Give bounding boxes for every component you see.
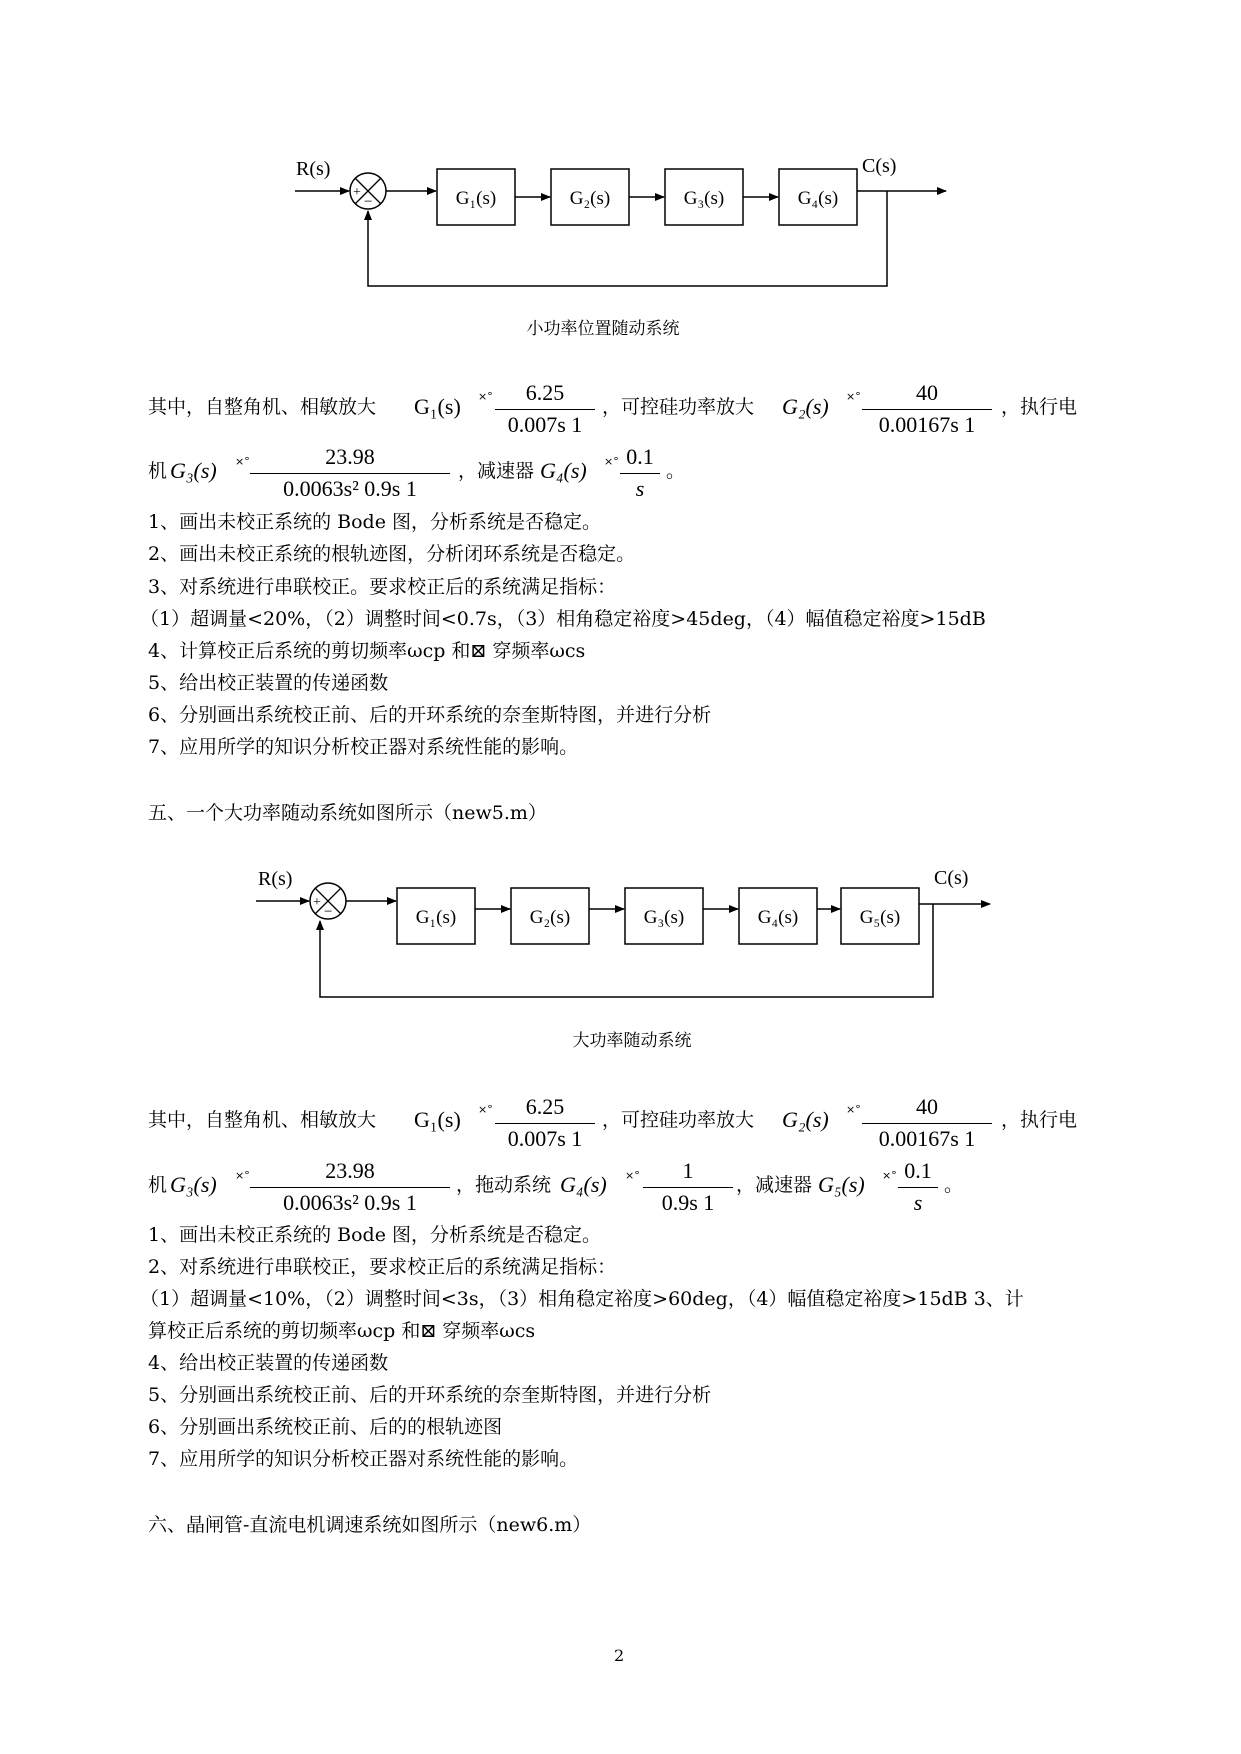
diagram1-caption: 小功率位置随动系统 [526, 319, 680, 338]
list1-item: 7、应用所学的知识分析校正器对系统性能的影响。 [148, 736, 579, 758]
block-g4-label: G₄(s) [757, 907, 799, 928]
block-g2-label: G₂(s) [569, 188, 611, 209]
para1-line1-mid: ，可控硅功率放大 [602, 396, 755, 418]
plus-sign: + [353, 185, 361, 200]
equals-symbol: ×° [478, 390, 493, 403]
list2-item: 1、画出未校正系统的 Bode 图，分析系统是否稳定。 [148, 1224, 601, 1246]
para2-g1-fraction [495, 1094, 595, 1152]
para2-g5-name: G₅(s) [818, 1172, 865, 1197]
g4-numerator: 0.1 [626, 444, 654, 469]
para2-line2-suffix: 。 [944, 1174, 964, 1196]
g3-denominator: 0.0063s² 0.9s 1 [283, 476, 417, 501]
equals-symbol: ×° [235, 455, 250, 468]
fraction-bar [495, 1123, 595, 1124]
equals-symbol: ×° [846, 390, 861, 403]
equals-symbol: ×° [625, 1169, 640, 1182]
g1-numerator: 6.25 [525, 1094, 565, 1119]
para2-g3-name: G₃(s) [170, 1172, 217, 1197]
block-g1-label: G₁(s) [455, 188, 497, 209]
list1-item: 2、画出未校正系统的根轨迹图，分析闭环系统是否稳定。 [148, 543, 636, 565]
block-g3-label: G₃(s) [643, 907, 685, 928]
g2-denominator: 0.00167s 1 [878, 412, 976, 437]
list2-item: 算校正后系统的剪切频率ωcp 和⊠ 穿频率ωcs [148, 1320, 536, 1342]
para2-line1-suffix: ，执行电 [1001, 1109, 1078, 1131]
para1-g1-name: G₁(s) [414, 394, 461, 419]
para1-line2-suffix: 。 [666, 460, 686, 482]
equals-symbol: ×° [604, 455, 619, 468]
para1-line2-mid: ，减速器 [458, 460, 535, 482]
para1-line1-suffix: ，执行电 [1001, 396, 1078, 418]
fraction-bar [898, 1187, 938, 1188]
list1-item: 4、计算校正后系统的剪切频率ωcp 和⊠ 穿频率ωcs [148, 640, 586, 662]
para2-line2-mid2: ，减速器 [736, 1174, 813, 1196]
input-label: R(s) [258, 868, 293, 890]
g4-denominator: s [635, 476, 645, 501]
para2-line2-mid1: ，拖动系统 [456, 1174, 552, 1196]
page-number: 2 [614, 1646, 625, 1665]
fraction-bar [643, 1187, 733, 1188]
g3-denominator: 0.0063s² 0.9s 1 [283, 1190, 417, 1215]
minus-sign: − [324, 904, 333, 920]
list1-item: 3、对系统进行串联校正。要求校正后的系统满足指标： [148, 576, 617, 598]
input-label: R(s) [296, 158, 331, 180]
diagram2-caption: 大功率随动系统 [572, 1031, 692, 1050]
output-label: C(s) [934, 867, 969, 889]
equals-symbol: ×° [882, 1169, 897, 1182]
minus-sign: − [364, 194, 373, 210]
block-g2-label: G₂(s) [529, 907, 571, 928]
block-g1-label: G₁(s) [415, 907, 457, 928]
fraction-bar [862, 1123, 992, 1124]
equals-symbol: ×° [846, 1103, 861, 1116]
g5-numerator: 0.1 [904, 1158, 932, 1183]
para2-g2-fraction [862, 1094, 992, 1152]
summing-junction [310, 883, 346, 920]
para1-g2-name: G₂(s) [782, 394, 829, 419]
list1-item: 5、给出校正装置的传递函数 [148, 672, 389, 694]
fraction-bar [250, 1187, 450, 1188]
g4-denominator: 0.9s 1 [661, 1190, 715, 1215]
para2-g4-fraction [643, 1158, 733, 1216]
list2-item: 5、分别画出系统校正前、后的开环系统的奈奎斯特图，并进行分析 [148, 1384, 712, 1406]
g3-numerator: 23.98 [325, 444, 375, 469]
list1-item: （1）超调量<20%，（2）调整时间<0.7s，（3）相角稳定裕度>45deg，（4）幅值稳定裕度>15dB [140, 608, 986, 630]
list2-item: 6、分别画出系统校正前、后的的根轨迹图 [148, 1416, 503, 1438]
block-g5-label: G₅(s) [859, 907, 901, 928]
equals-symbol: ×° [478, 1103, 493, 1116]
g1-denominator: 0.007s 1 [507, 412, 583, 437]
para2-line2-prefix: 机 [148, 1174, 168, 1196]
para2-g1-name: G₁(s) [414, 1107, 461, 1132]
block-g3-label: G₃(s) [683, 188, 725, 209]
para2-line1-prefix: 其中，自整角机、相敏放大 [148, 1109, 377, 1131]
list1-item: 1、画出未校正系统的 Bode 图，分析系统是否稳定。 [148, 511, 601, 533]
list2-item: （1）超调量<10%，（2）调整时间<3s，（3）相角稳定裕度>60deg，（4）幅值稳定裕度>15dB 3、计 [140, 1288, 1024, 1310]
g3-numerator: 23.98 [325, 1158, 375, 1183]
g1-denominator: 0.007s 1 [507, 1126, 583, 1151]
g1-numerator: 6.25 [525, 380, 565, 405]
list2-item: 7、应用所学的知识分析校正器对系统性能的影响。 [148, 1448, 579, 1470]
para2-g5-fraction [898, 1158, 938, 1216]
g2-numerator: 40 [916, 1094, 938, 1119]
plus-sign: + [313, 895, 321, 910]
para2-g2-name: G₂(s) [782, 1107, 829, 1132]
list2-item: 4、给出校正装置的传递函数 [148, 1352, 389, 1374]
para1-line1-prefix: 其中，自整角机、相敏放大 [148, 396, 377, 418]
para1-g3-name: G₃(s) [170, 458, 217, 483]
para2-g4-name: G₄(s) [560, 1172, 607, 1197]
block-g4-label: G₄(s) [797, 188, 839, 209]
section5-title: 五、一个大功率随动系统如图所示（new5.m） [148, 802, 547, 824]
list2-item: 2、对系统进行串联校正，要求校正后的系统满足指标： [148, 1256, 617, 1278]
para1-line2-prefix: 机 [148, 460, 168, 482]
section6-title: 六、晶闸管-直流电机调速系统如图所示（new6.m） [148, 1514, 592, 1536]
output-label: C(s) [862, 155, 897, 177]
para1-g4-name: G₄(s) [540, 458, 587, 483]
equals-symbol: ×° [235, 1169, 250, 1182]
para2-line1-mid: ，可控硅功率放大 [602, 1109, 755, 1131]
g2-numerator: 40 [916, 380, 938, 405]
g4-numerator: 1 [682, 1158, 694, 1183]
g2-denominator: 0.00167s 1 [878, 1126, 976, 1151]
list1-item: 6、分别画出系统校正前、后的开环系统的奈奎斯特图，并进行分析 [148, 704, 712, 726]
para2-g3-fraction [250, 1158, 450, 1216]
g5-denominator: s [913, 1190, 923, 1215]
